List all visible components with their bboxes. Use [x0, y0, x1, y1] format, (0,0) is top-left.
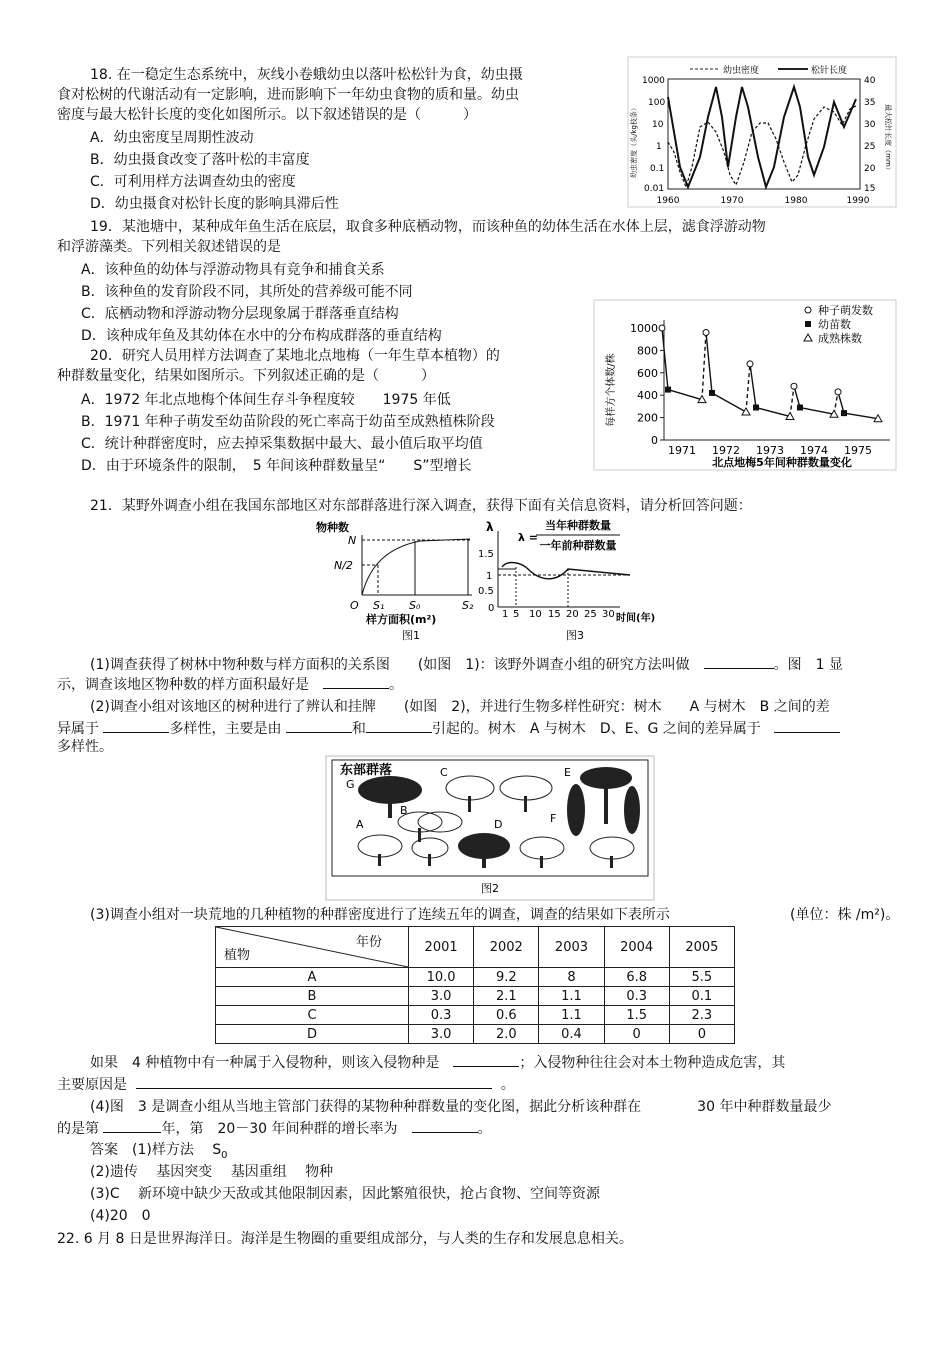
table-cell: 10.0: [409, 968, 474, 987]
right-tick-35: 35: [864, 98, 876, 108]
tree-label-f: F: [550, 812, 557, 825]
q19-option-a: A．该种鱼的幼体与浮游动物具有竞争和捕食关系: [81, 262, 385, 278]
q20-ytick-label: 600: [637, 366, 658, 380]
q18-stem-line3: 密度与最大松针长度的变化如图所示。以下叙述错误的是（ ）: [57, 107, 477, 123]
q19-option-b: B．该种鱼的发育阶段不同，其所处的营养级可能不同: [81, 284, 413, 300]
fig3-xtick-30: 30: [602, 609, 615, 620]
left-tick-0.1: 0.1: [650, 164, 665, 174]
q20-ytick-label: 1000: [630, 322, 658, 335]
fig3-formula-num: 当年种群数量: [545, 519, 611, 532]
q21-p2-line1: (2)调查小组对该地区的树种进行了辨认和挂牌 (如图 2)，并进行生物多样性研究：树木 A 与树木 B 之间的差: [90, 699, 830, 715]
fig1-xlabel: 样方面积(m²): [366, 613, 437, 626]
table-corner-year: 年份: [355, 935, 382, 950]
fig2-title: 东部群落: [340, 763, 393, 778]
legend-density: 幼虫密度: [723, 66, 760, 76]
table-cell: 0.4: [539, 1025, 604, 1044]
q20-seedling-point: [665, 387, 671, 393]
fig3-tick-0: 0: [488, 603, 495, 614]
q21-blank-method[interactable]: [704, 654, 774, 669]
q21-blank-year[interactable]: [103, 1118, 161, 1133]
q20-option-c: C．统计种群密度时，应去掉采集数据中最大、最小值后取平均值: [81, 436, 483, 452]
q21-blank-rate[interactable]: [412, 1118, 478, 1133]
fig3-tick-05: 0.5: [478, 586, 494, 597]
q20-stem-line2: 种群数量变化，结果如图所示。下列叙述正确的是（ ）: [57, 368, 435, 384]
q21-p1-line2: 示，调查该地区物种数的样方面积最好是 。: [57, 674, 403, 694]
q19-option-d: D．该种成年鱼及其幼体在水中的分布构成群落的垂直结构: [81, 328, 442, 344]
table-cell: 1.5: [604, 1006, 669, 1025]
q20-xtick-label: 1971: [668, 444, 696, 457]
right-tick-25: 25: [864, 142, 876, 152]
q21-p3-line3: 主要原因是 。: [57, 1074, 515, 1094]
q20-ytick-label: 800: [637, 344, 658, 358]
q21-blank-reason[interactable]: [136, 1074, 492, 1089]
fig1-tick-n: N: [348, 534, 357, 547]
legend-needle: 松针长度: [811, 66, 848, 76]
q20-legend-label: 种子萌发数: [818, 304, 873, 317]
fig3-xlabel: 时间(年): [616, 613, 656, 624]
q21-p3-line2: 如果 4 种植物中有一种属于入侵物种，则该入侵物种是 ；入侵物种往往会对本土物种造成危害，其: [90, 1052, 785, 1072]
fig3-xtick-5: 5: [513, 609, 520, 620]
table-cell: 2.1: [474, 987, 539, 1006]
table-cell: 0: [604, 1025, 669, 1044]
tree-label-g: G: [346, 778, 355, 791]
q20-legend-label: 幼苗数: [818, 318, 851, 331]
fig1-fig3: [310, 517, 656, 645]
table-cell: 2.0: [474, 1025, 539, 1044]
table-cell: 5.5: [669, 968, 734, 987]
fig3-tick-15: 1.5: [478, 549, 494, 560]
left-tick-1: 1: [656, 142, 662, 152]
fig2-caption: 图2: [481, 882, 499, 895]
table-row: [216, 987, 735, 1006]
year-header: 2005: [669, 927, 734, 968]
fig1-caption: 图1: [402, 629, 420, 642]
q20-seedling-point: [797, 405, 803, 411]
q18-option-c: C．可利用样方法调查幼虫的密度: [90, 174, 296, 190]
fig3-caption: 图3: [566, 629, 584, 642]
legend-seedling-marker: [805, 321, 811, 327]
tree-label-b: B: [400, 804, 408, 817]
plant-name: A: [216, 968, 409, 987]
fig2: [326, 756, 654, 900]
answer-2: (2)遗传 基因突变 基因重组 物种: [90, 1164, 334, 1180]
right-axis-label: 最大松针长度（mm）: [884, 104, 892, 174]
table-cell: 3.0: [409, 1025, 474, 1044]
legend-seed-marker: [805, 307, 811, 313]
q18-option-a: A．幼虫密度呈周期性波动: [90, 130, 254, 146]
q20-xtick-label: 1973: [756, 444, 784, 457]
table-cell: 0.3: [409, 1006, 474, 1025]
left-tick-1000: 1000: [642, 76, 665, 86]
table-row: [216, 968, 735, 987]
answer-1: 答案 (1)样方法 $S_0$: [90, 1142, 228, 1161]
table-cell: 8: [539, 968, 604, 987]
density-table: [215, 926, 735, 1044]
x-tick-1970: 1970: [720, 196, 744, 206]
q20-seed-point: [703, 329, 709, 335]
fig3-xtick-10: 10: [529, 609, 542, 620]
right-tick-15: 15: [864, 184, 876, 194]
q21-p2-line2: 异属于 多样性，主要是由 和 引起的。树木 A 与树木 D、E、G 之间的差异属于: [57, 718, 840, 738]
table-cell: 0.1: [669, 987, 734, 1006]
fig3-xtick-1: 1: [502, 609, 509, 620]
q20-ytick-label: 200: [637, 411, 658, 425]
fig3-tick-1: 1: [486, 571, 493, 582]
x-tick-1990: 1990: [846, 196, 870, 206]
answer-4: (4)20 0: [90, 1208, 151, 1224]
right-tick-40: 40: [864, 76, 876, 86]
tree-label-c: C: [440, 766, 448, 779]
year-header: 2004: [604, 927, 669, 968]
left-tick-0.01: 0.01: [644, 184, 665, 194]
fig1-tick-n2: N/2: [334, 559, 353, 572]
q20-seedling-point: [753, 405, 759, 411]
tree-label-d: D: [494, 818, 503, 831]
q20-seedling-point: [709, 390, 715, 396]
q20-option-d: D．由于环境条件的限制， 5 年间该种群数量呈“ S”型增长: [81, 458, 472, 474]
table-cell: 1.1: [539, 987, 604, 1006]
q18-stem-line2: 食对松树的代谢活动有一定影响，进而影响下一年幼虫食物的质和量。幼虫: [57, 87, 519, 103]
q21-p3-line1: (3)调查小组对一块荒地的几种植物的种群密度进行了连续五年的调查，调查的结果如下表所示: [90, 907, 670, 923]
year-header: 2001: [409, 927, 474, 968]
table-cell: 2.3: [669, 1006, 734, 1025]
table-row: [216, 1025, 735, 1044]
q20-seedling-point: [841, 410, 847, 416]
q19-option-c: C．底栖动物和浮游动物分层现象属于群落垂直结构: [81, 306, 399, 322]
q20-xtick-label: 1974: [800, 444, 828, 457]
fig3-xtick-15: 15: [548, 609, 561, 620]
year-header: 2003: [539, 927, 604, 968]
q21-blank-cause1[interactable]: [286, 718, 352, 733]
q20-option-a: A．1972 年北点地梅个体间生存斗争程度较 1975 年低: [81, 392, 451, 408]
q20-option-b: B．1971 年种子萌发至幼苗阶段的死亡率高于幼苗至成熟植株阶段: [81, 414, 495, 430]
table-cell: 1.1: [539, 1006, 604, 1025]
fig1-ylabel: 物种数: [316, 521, 349, 534]
left-tick-100: 100: [648, 98, 666, 108]
table-corner: [216, 927, 409, 968]
answer-1-sub: 0: [221, 1149, 228, 1161]
table-cell: 0.6: [474, 1006, 539, 1025]
tree-label-a: A: [356, 818, 364, 831]
q21-p4-line2: 的是第 年，第 20－30 年间种群的增长率为 。: [57, 1118, 492, 1138]
q20-ytick-label: 0: [651, 434, 658, 447]
q20-figure: [594, 300, 896, 470]
q19-stem-line1: 19．某池塘中，某种成年鱼生活在底层，取食多种底栖动物，而该种鱼的幼体生活在水体上层，滤食浮游动物: [90, 219, 766, 235]
fig3-xtick-25: 25: [584, 609, 597, 620]
q22-stem: 22. 6 月 8 日是世界海洋日。海洋是生物圈的重要组成部分，与人类的生存和发展息息相关。: [57, 1231, 633, 1247]
table-row: [216, 1006, 735, 1025]
q20-xtick-label: 1975: [844, 444, 872, 457]
table-cell: 6.8: [604, 968, 669, 987]
table-cell: 3.0: [409, 987, 474, 1006]
fig1-origin: O: [350, 599, 359, 612]
tree-label-e: E: [564, 766, 571, 779]
q21-p4-line1: (4)图 3 是调查小组从当地主管部门获得的某物种种群数量的变化图，据此分析该种群在 30 年中种群数量最少: [90, 1099, 832, 1115]
fig1-tick-s2: S₂: [462, 599, 474, 612]
fig3-formula-left: λ =: [518, 531, 539, 544]
q20-ytick-label: 400: [637, 389, 658, 403]
q21-blank-invasive[interactable]: [453, 1052, 519, 1067]
plant-name: C: [216, 1006, 409, 1025]
left-axis-label: 幼虫密度（头/kg枝条）: [630, 104, 638, 178]
x-tick-1980: 1980: [784, 196, 808, 206]
q20-xtick-label: 1972: [712, 444, 740, 457]
plant-name: D: [216, 1025, 409, 1044]
table-cell: 9.2: [474, 968, 539, 987]
q18-option-b: B．幼虫摄食改变了落叶松的丰富度: [90, 152, 310, 168]
q19-stem-line2: 和浮游藻类。下列相关叙述错误的是: [57, 239, 281, 255]
q20-caption: 北点地梅5年间种群数量变化: [712, 456, 852, 469]
q21-blank-cause2[interactable]: [366, 718, 432, 733]
q18-option-d: D．幼虫摄食对松针长度的影响具滞后性: [90, 196, 339, 212]
q21-p2-line3: 多样性。: [57, 739, 113, 755]
right-tick-30: 30: [864, 120, 876, 130]
q20-seed-point: [659, 325, 665, 331]
q21-blank-area[interactable]: [323, 674, 389, 689]
right-tick-20: 20: [864, 164, 876, 174]
plant-name: B: [216, 987, 409, 1006]
q21-blank-div1[interactable]: [103, 718, 169, 733]
answer-3: (3)C 新环境中缺少天敌或其他限制因素，因此繁殖很快，抢占食物、空间等资源: [90, 1186, 601, 1202]
q20-seed-point: [791, 383, 797, 389]
q20-seed-point: [747, 361, 753, 367]
q18-figure: [628, 57, 896, 207]
table-corner-plant: 植物: [224, 948, 251, 963]
table-cell: 0: [669, 1025, 734, 1044]
q20-legend-label: 成熟株数: [818, 332, 862, 345]
fig1-tick-s0: S₀: [409, 599, 421, 612]
year-header: 2002: [474, 927, 539, 968]
q21-blank-div2[interactable]: [774, 718, 840, 733]
fig3-formula-den: 一年前种群数量: [539, 539, 617, 552]
fig3-ylabel: λ: [486, 520, 494, 534]
q20-seed-point: [835, 389, 841, 395]
q20-ylabel: 每样方个体数/株: [606, 353, 617, 427]
q21-p3-unit: (单位：株 /m²)。: [790, 907, 900, 923]
q18-stem-line1: 18. 在一稳定生态系统中，灰线小卷蛾幼虫以落叶松松针为食，幼虫摄: [90, 67, 523, 83]
q21-p1-line1: (1)调查获得了树林中物种数与样方面积的关系图 (如图 1)：该野外调查小组的研究方法叫做 。图 1 显: [90, 654, 843, 674]
x-tick-1960: 1960: [656, 196, 680, 206]
q21-stem: 21．某野外调查小组在我国东部地区对东部群落进行深入调查，获得下面有关信息资料，请分析回答问题：: [90, 498, 752, 514]
fig3-xtick-20: 20: [566, 609, 579, 620]
left-tick-10: 10: [652, 120, 664, 130]
fig1-tick-s1: S₁: [373, 599, 385, 612]
q20-stem-line1: 20．研究人员用样方法调查了某地北点地梅（一年生草本植物）的: [90, 348, 500, 364]
table-cell: 0.3: [604, 987, 669, 1006]
